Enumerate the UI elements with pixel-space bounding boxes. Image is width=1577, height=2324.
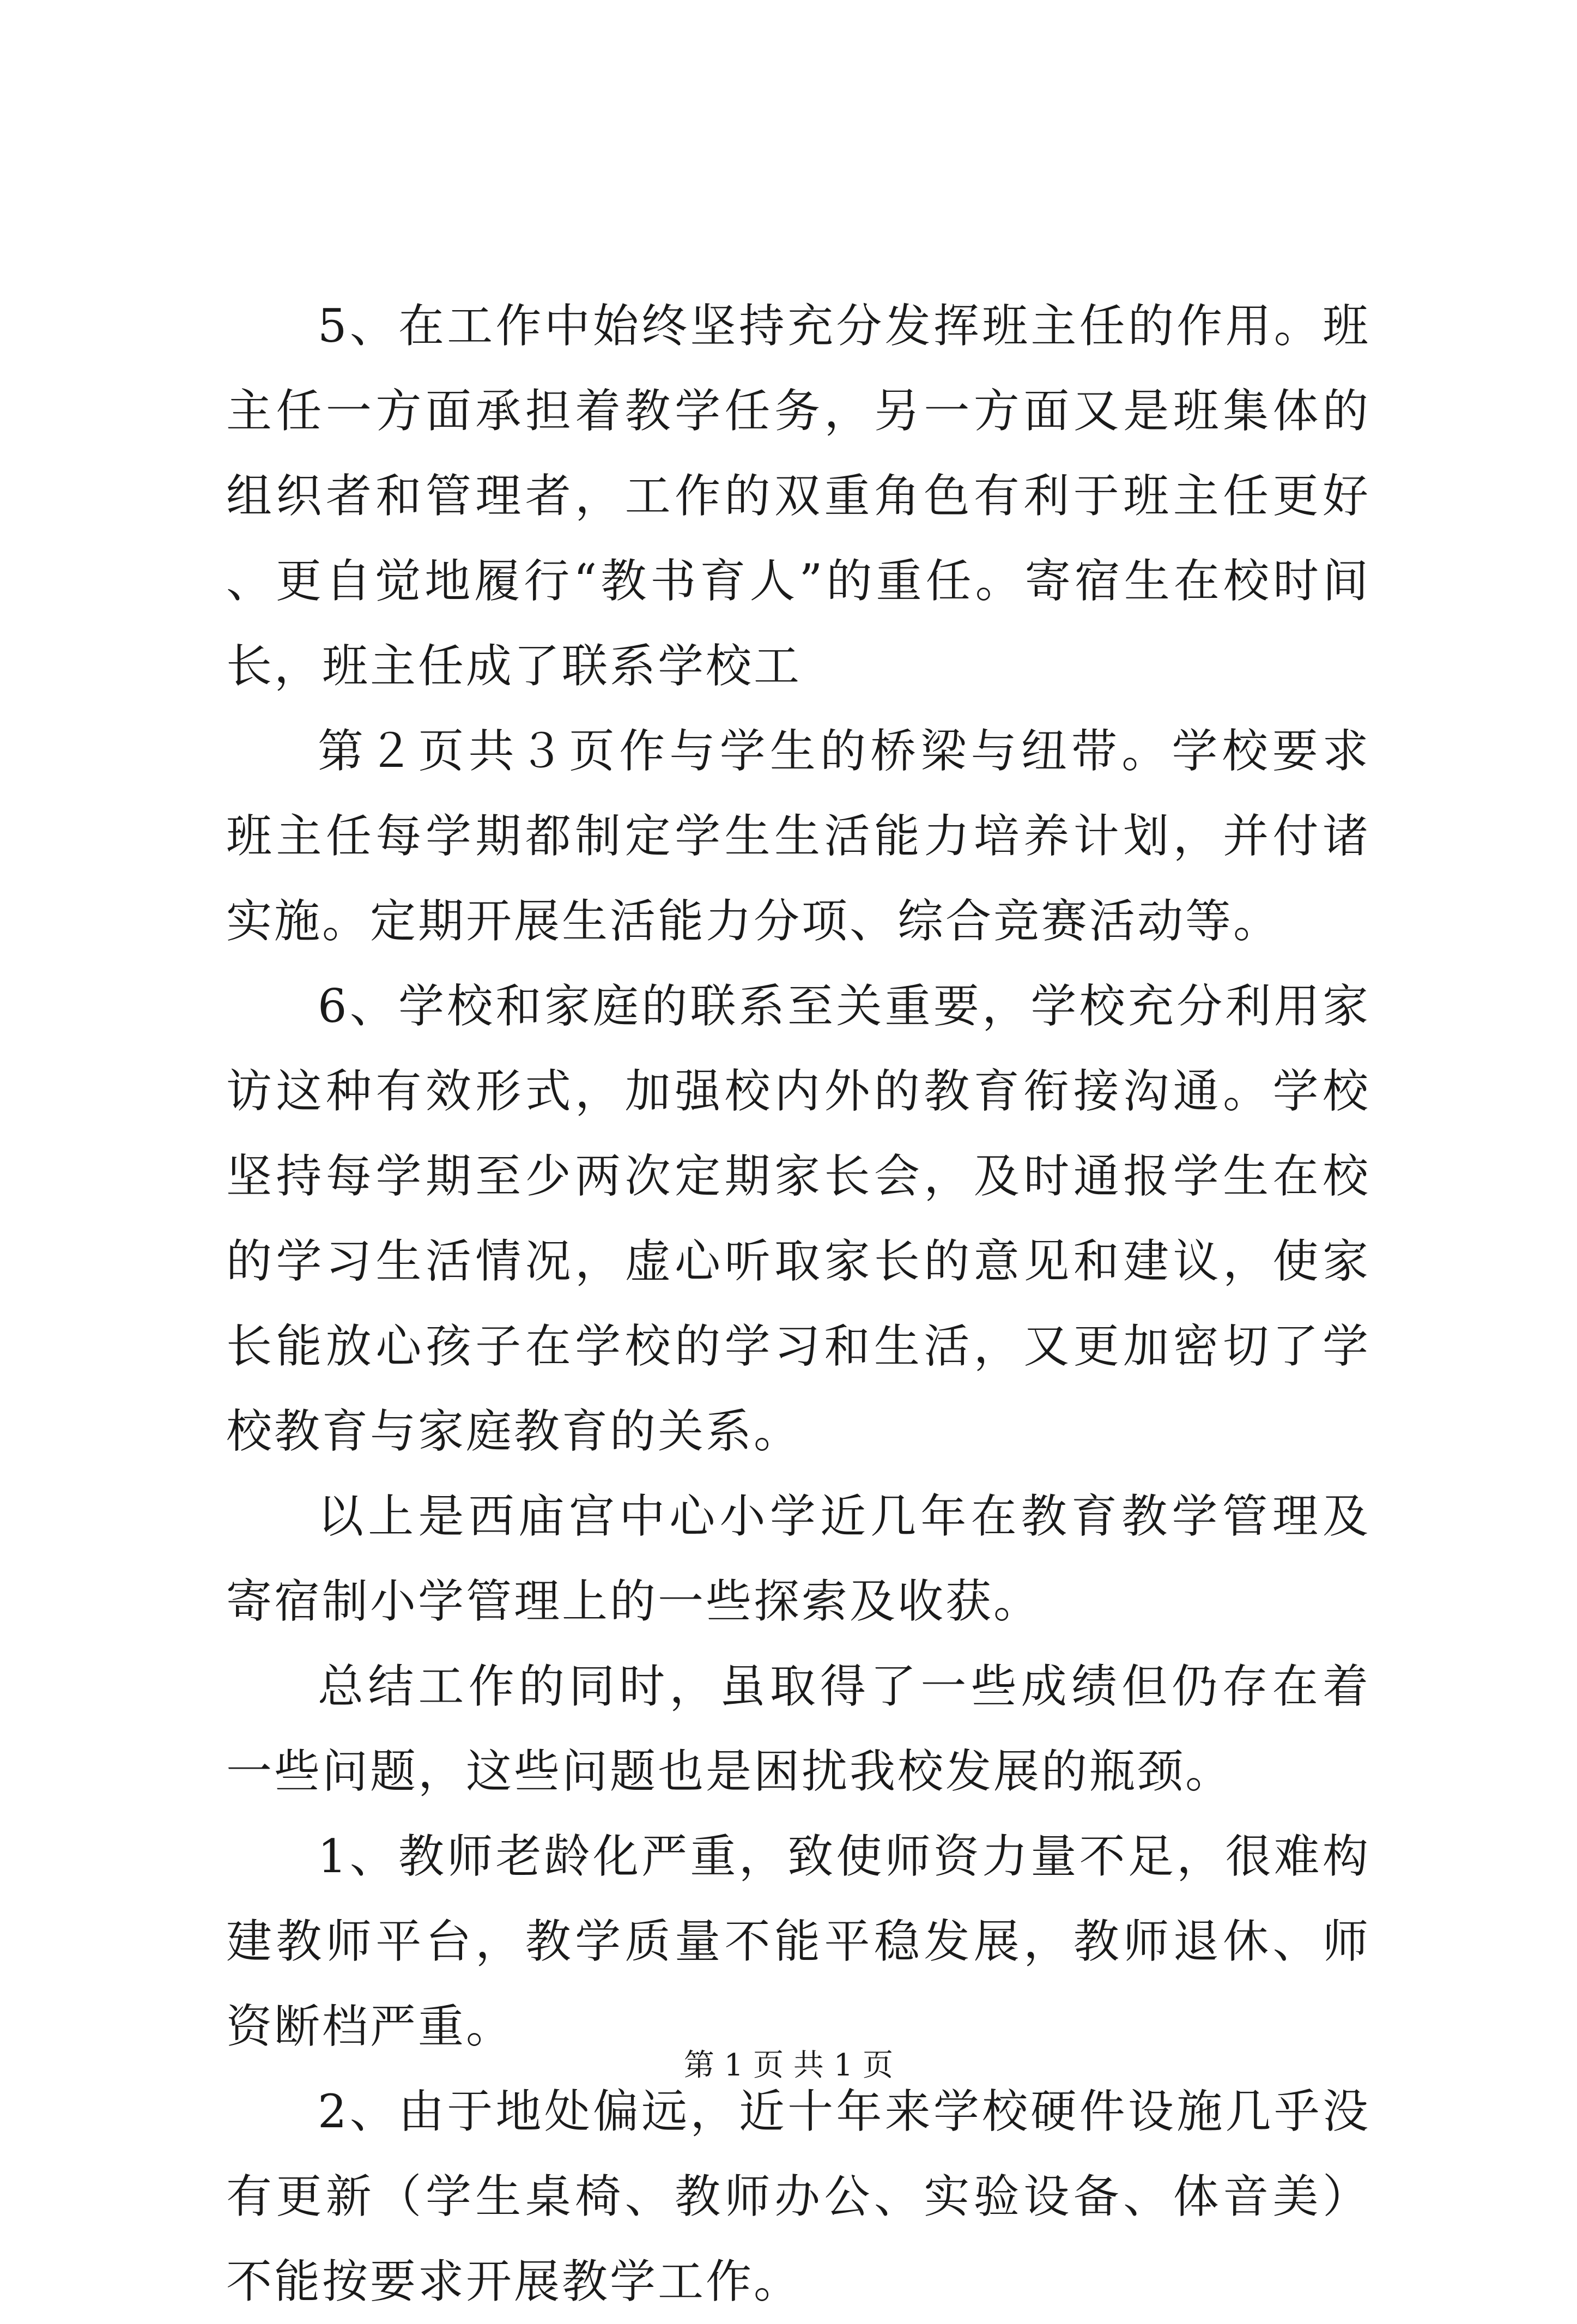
paragraph-5: 总结工作的同时，虽取得了一些成绩但仍存在着一些问题，这些问题也是困扰我校发展的瓶颈。 — [226, 1660, 1370, 1798]
paragraph-7: 2、由于地处偏远，近十年来学校硬件设施几乎没有更新（学生桌椅、教师办公、实验设备、体音美）不能按要求开展教学工作。 — [226, 2085, 1370, 2308]
paragraph-1: 5、在工作中始终坚持充分发挥班主任的作用。班主任一方面承担着教学任务，另一方面又是班集体的组织者和管理者，工作的双重角色有利于班主任更好、更自觉地履行“教书育人”的重任。寄宿生在校时间长，班主任成了联系学校工 — [226, 299, 1370, 693]
paragraph-3: 6、学校和家庭的联系至关重要，学校充分利用家访这种有效形式，加强校内外的教育衔接沟通。学校坚持每学期至少两次定期家长会，及时通报学生在校的学习生活情况，虚心听取家长的意见和建议，使家长能放心孩子在学校的学习和生活，又更加密切了学校教育与家庭教育的关系。 — [226, 979, 1370, 1458]
document-body — [226, 283, 1370, 2324]
paragraph-4: 以上是西庙宫中心小学近几年在教育教学管理及寄宿制小学管理上的一些探索及收获。 — [226, 1490, 1370, 1628]
paragraph-2: 第２页共３页作与学生的桥梁与纽带。学校要求班主任每学期都制定学生生活能力培养计划，并付诸实施。定期开展生活能力分项、综合竞赛活动等。 — [226, 724, 1370, 948]
page-footer: 第 1 页 共 1 页 — [683, 2048, 894, 2083]
paragraph-6: 1、教师老龄化严重，致使师资力量不足，很难构建教师平台，教学质量不能平稳发展，教师退休、师资断档严重。 — [226, 1830, 1370, 2053]
